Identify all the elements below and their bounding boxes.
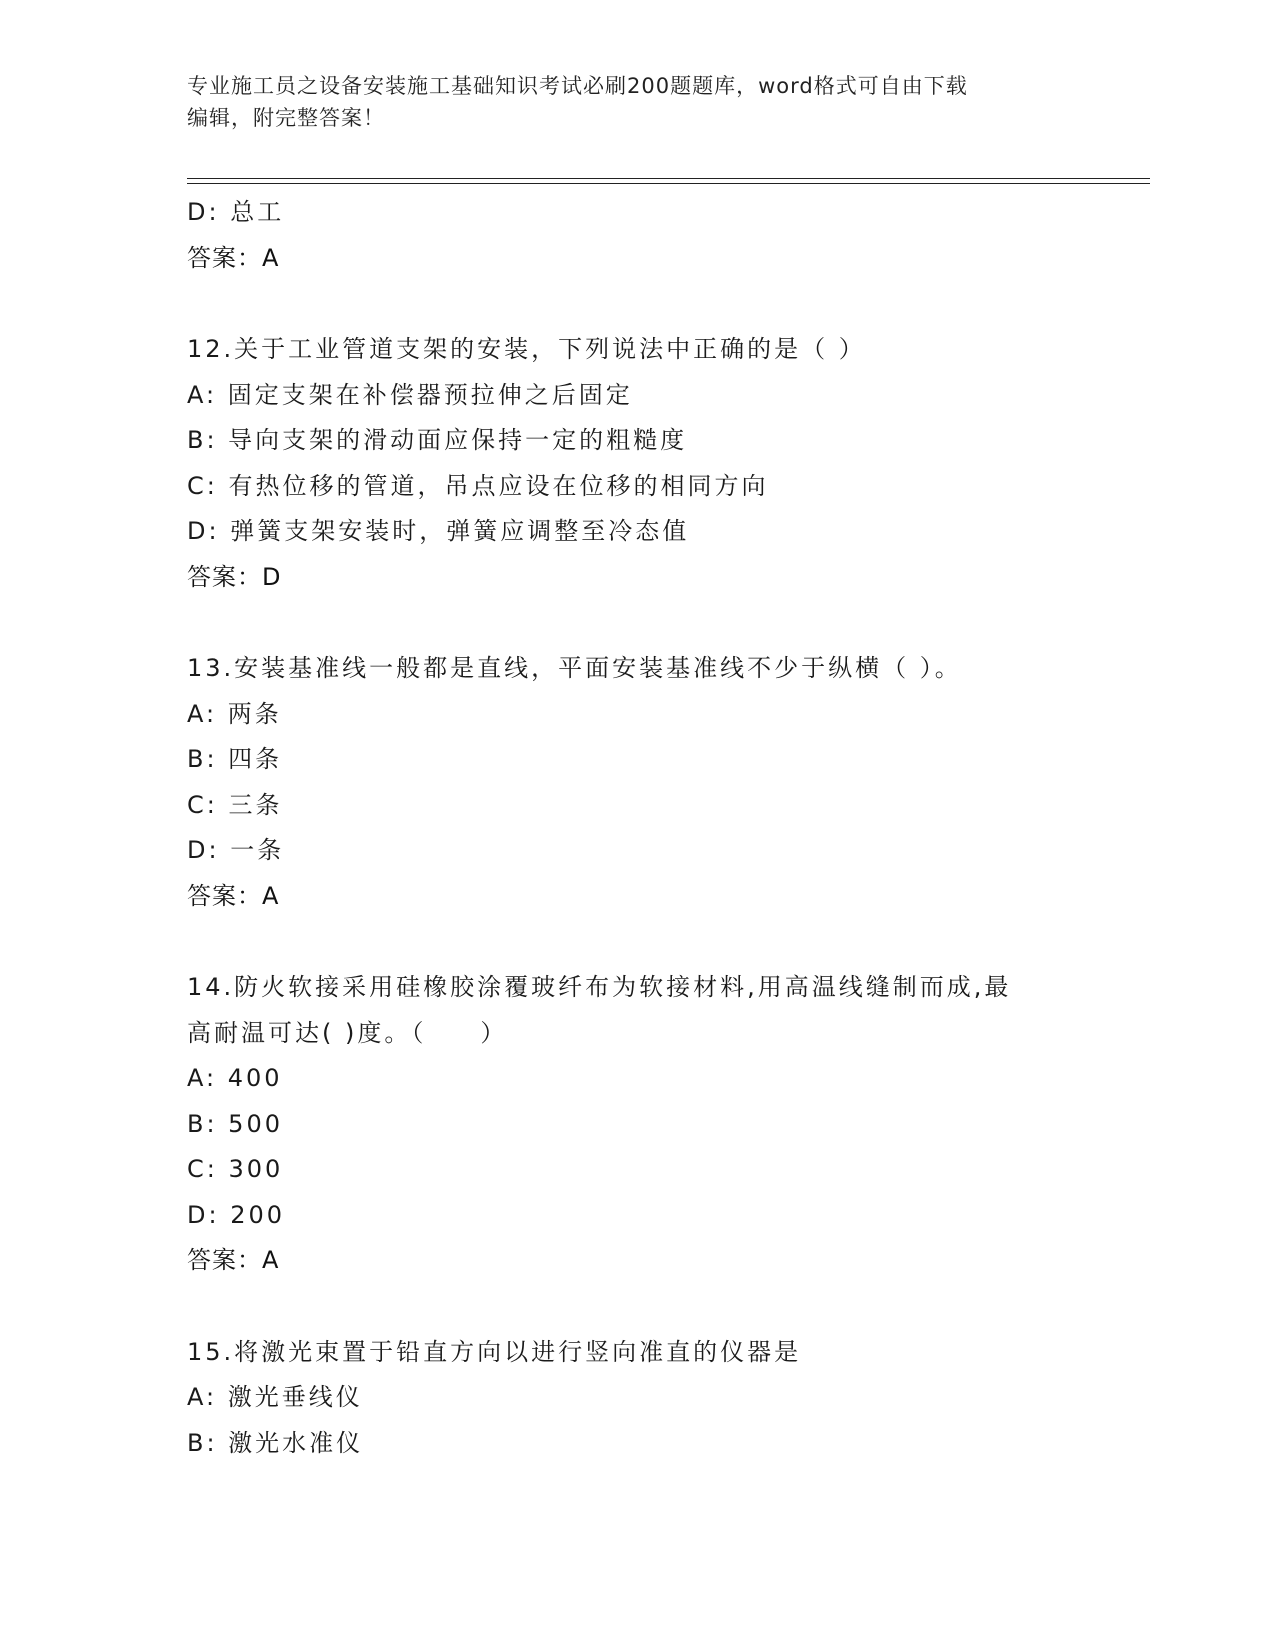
- option-d: D: 200: [187, 1200, 286, 1229]
- spacer: [187, 281, 1087, 327]
- answer-line: 答案：A: [187, 881, 280, 910]
- option-a: A: 固定支架在补偿器预拉伸之后固定: [187, 380, 633, 409]
- header-divider-bottom: [187, 183, 1150, 184]
- question-block: [187, 1330, 1087, 1467]
- option-a: A: 400: [187, 1064, 283, 1092]
- option-b: B: 导向支架的滑动面应保持一定的粗糙度: [187, 426, 688, 454]
- header-divider-top: [187, 178, 1150, 179]
- header-line-2: 编辑，附完整答案！: [187, 106, 385, 130]
- option-a: A: 两条: [187, 699, 282, 728]
- question-block: [187, 965, 1087, 1284]
- option-b: B: 激光水准仪: [187, 1428, 364, 1457]
- question-block: [187, 327, 1087, 600]
- question-block: [187, 646, 1087, 919]
- option-c: C: 300: [187, 1155, 284, 1183]
- spacer: [187, 1284, 1087, 1330]
- option-b: B: 500: [187, 1109, 283, 1138]
- question-stem: 12.关于工业管道支架的安装，下列说法中正确的是（ ）: [187, 335, 866, 363]
- option-c: C: 三条: [187, 790, 283, 819]
- option-a: A: 激光垂线仪: [187, 1383, 363, 1411]
- document-header: [187, 70, 1087, 134]
- option-d: D: 一条: [187, 836, 285, 864]
- option-d: D: 总工: [187, 198, 285, 226]
- question-stem: 13.安装基准线一般都是直线，平面安装基准线不少于纵横（ ）。: [187, 654, 962, 682]
- header-line-1: 专业施工员之设备安装施工基础知识考试必刷200题题库，word格式可自由下载: [187, 74, 968, 98]
- question-stem: 15.将激光束置于铅直方向以进行竖向准直的仪器是: [187, 1337, 802, 1366]
- question-stem: 14.防火软接采用硅橡胶涂覆玻纤布为软接材料,用高温线缝制而成,最: [187, 973, 1012, 1001]
- option-b: B: 四条: [187, 745, 283, 773]
- answer-line: 答案：A: [187, 243, 280, 272]
- answer-line: 答案：D: [187, 562, 282, 591]
- answer-line: 答案：A: [187, 1246, 280, 1274]
- spacer: [187, 600, 1087, 646]
- document-body: [187, 190, 1087, 1466]
- spacer: [187, 919, 1087, 965]
- option-d: D: 弹簧支架安装时，弹簧应调整至冷态值: [187, 517, 690, 545]
- question-stem-continued: 高耐温可达( )度。（ ）: [187, 1018, 508, 1047]
- option-c: C: 有热位移的管道，吊点应设在位移的相同方向: [187, 471, 769, 500]
